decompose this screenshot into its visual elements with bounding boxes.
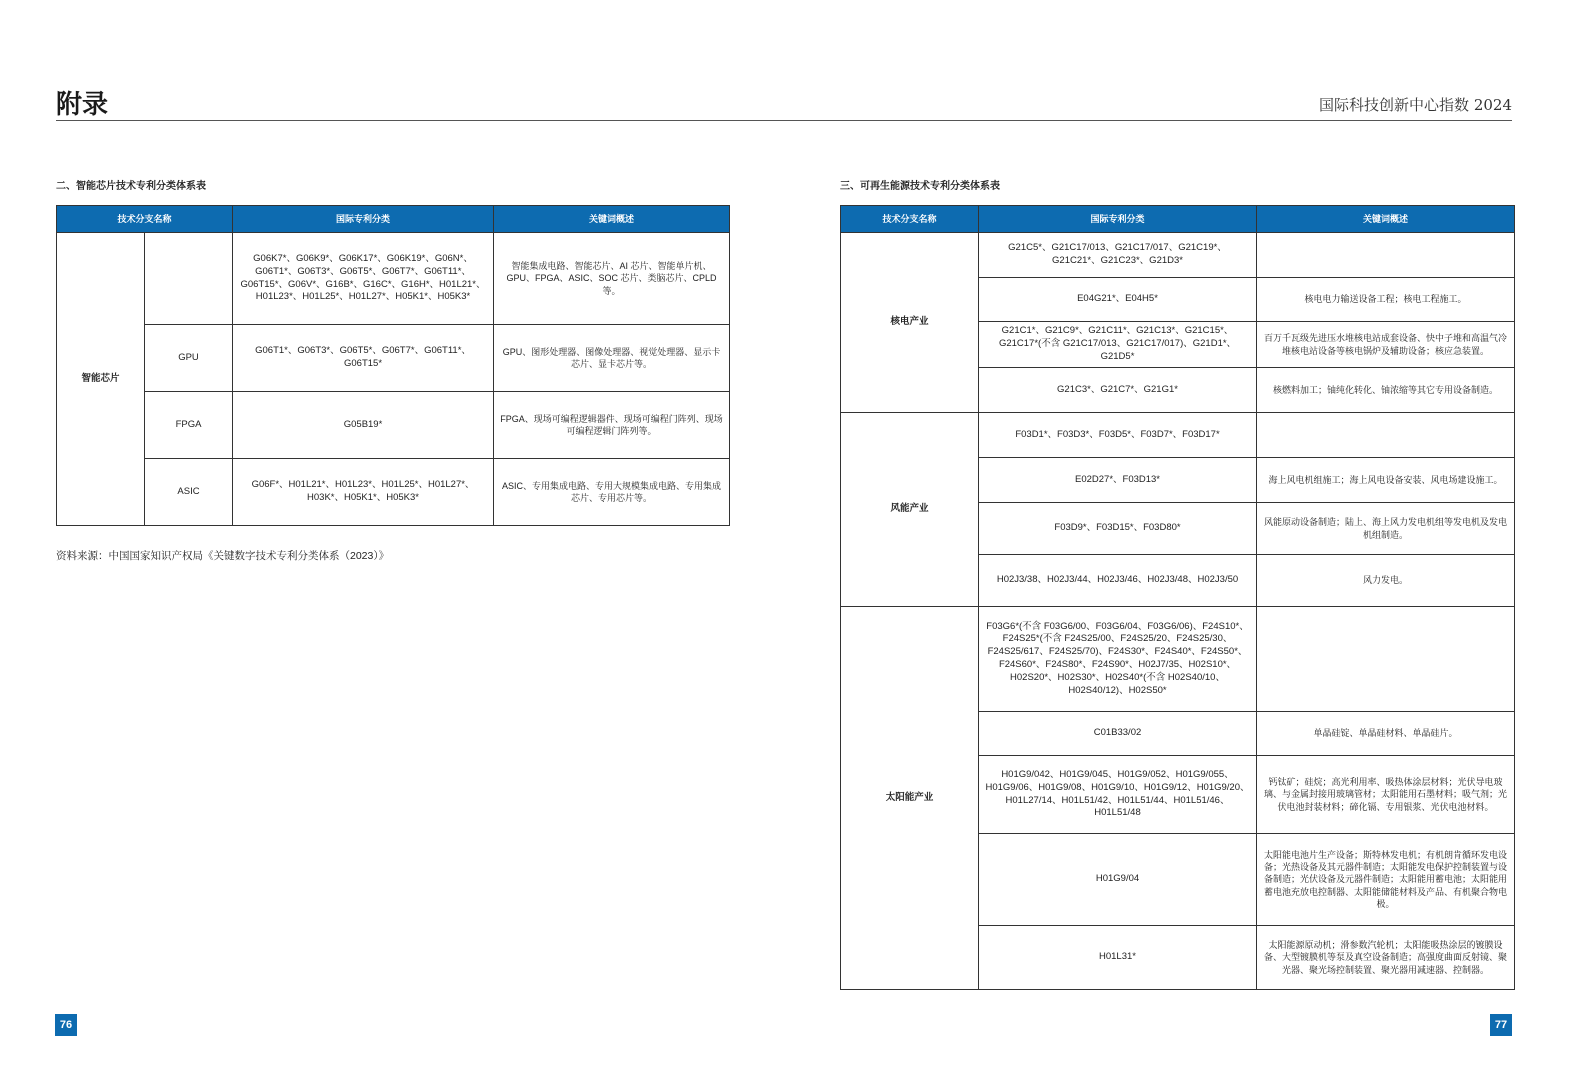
branch-cell: 核电产业	[841, 233, 979, 413]
keyword-cell: 钙钛矿；硅烷；高光利用率、吸热体涂层材料；光伏导电玻璃、与金属封接用玻璃管材；太阳能用石墨材料；吸气剂；光伏电池封装材料；碲化镉、专用银浆、光伏电池材料。	[1257, 756, 1515, 834]
branch-cell: 风能产业	[841, 413, 979, 607]
ipc-cell: H02J3/38、H02J3/44、H02J3/46、H02J3/48、H02J3/50	[979, 555, 1257, 607]
sub-branch-cell: ASIC	[145, 459, 233, 526]
header-divider	[56, 120, 1512, 121]
keyword-cell: 百万千瓦级先进压水堆核电站成套设备、快中子堆和高温气冷堆核电站设备等核电锅炉及辅助设备；核应急装置。	[1257, 322, 1515, 368]
page-title: 附录	[56, 90, 109, 120]
keyword-cell: 风力发电。	[1257, 555, 1515, 607]
keyword-cell: 太阳能源原动机；滑参数汽轮机；太阳能吸热涂层的镀膜设备、大型镀膜机等泵及真空设备制造；高强度曲面反射镜、聚光器、聚光场控制装置、聚光器用减速器、控制器。	[1257, 926, 1515, 990]
page-number-right: 77	[1490, 1014, 1512, 1036]
ipc-cell: G21C5*、G21C17/013、G21C17/017、G21C19*、G21C21*、G21C23*、G21D3*	[979, 233, 1257, 278]
table-row	[57, 233, 730, 325]
column-header-ipc: 国际专利分类	[233, 206, 494, 233]
left-section-heading: 二、智能芯片技术专利分类体系表	[56, 181, 206, 192]
ipc-cell: G21C1*、G21C9*、G21C11*、G21C13*、G21C15*、G21C17*(不含 G21C17/013、G21C17/017)、G21D1*、G21D5*	[979, 322, 1257, 368]
table-row	[57, 459, 730, 526]
column-header-keywords: 关键词概述	[494, 206, 730, 233]
ipc-cell: F03D1*、F03D3*、F03D5*、F03D7*、F03D17*	[979, 413, 1257, 458]
ipc-cell: G06F*、H01L21*、H01L23*、H01L25*、H01L27*、H03K*、H05K1*、H05K3*	[233, 459, 494, 526]
ipc-cell: G05B19*	[233, 392, 494, 459]
ipc-cell: H01L31*	[979, 926, 1257, 990]
branch-cell: 智能芯片	[57, 233, 145, 526]
keyword-cell: 太阳能电池片生产设备；斯特林发电机；有机朗肯循环发电设备；光热设备及其元器件制造；太阳能发电保护控制装置与设备制造；光伏设备及元器件制造；太阳能用蓄电池；太阳能用蓄电池充放电控制器、太阳能储能材料及产品、有机聚合物电极。	[1257, 834, 1515, 926]
right-section-heading: 三、可再生能源技术专利分类体系表	[840, 181, 1000, 192]
keyword-cell: GPU、图形处理器、图像处理器、视觉处理器、显示卡芯片、显卡芯片等。	[494, 325, 730, 392]
keyword-cell	[1257, 413, 1515, 458]
sub-branch-cell	[145, 233, 233, 325]
keyword-cell: 单晶硅锭、单晶硅材料、单晶硅片。	[1257, 712, 1515, 756]
report-title: 国际科技创新中心指数 2024	[1319, 96, 1512, 114]
ipc-cell: G21C3*、G21C7*、G21G1*	[979, 368, 1257, 413]
keyword-cell: FPGA、现场可编程逻辑器件、现场可编程门阵列、现场可编程逻辑门阵列等。	[494, 392, 730, 459]
ipc-cell: H01G9/04	[979, 834, 1257, 926]
page-number-left: 76	[55, 1014, 77, 1036]
ipc-cell: E04G21*、E04H5*	[979, 278, 1257, 322]
ai-chip-classification-table	[56, 205, 730, 526]
table-row	[841, 413, 1515, 458]
keyword-cell	[1257, 607, 1515, 712]
column-header-branch: 技术分支名称	[57, 206, 233, 233]
keyword-cell: 智能集成电路、智能芯片、AI 芯片、智能单片机、GPU、FPGA、ASIC、SOC 芯片、类脑芯片、CPLD 等。	[494, 233, 730, 325]
keyword-cell: 核燃料加工；铀纯化转化、铀浓缩等其它专用设备制造。	[1257, 368, 1515, 413]
sub-branch-cell: GPU	[145, 325, 233, 392]
keyword-cell	[1257, 233, 1515, 278]
table-row	[841, 607, 1515, 712]
table-row	[57, 392, 730, 459]
ipc-cell: C01B33/02	[979, 712, 1257, 756]
ipc-cell: F03G6*(不含 F03G6/00、F03G6/04、F03G6/06)、F24S10*、F24S25*(不含 F24S25/00、F24S25/20、F24S25/30、F24S25/617、F24S25/70)、F24S30*、F24S40*、F24S50*、F24S60*、F24S80*、F24S90*、H02J7/35、H02S10*、H02S20*、H02S30*、H02S40*(不含 H02S40/10、H02S40/12)、H02S50*	[979, 607, 1257, 712]
table-row	[57, 325, 730, 392]
ipc-cell: H01G9/042、H01G9/045、H01G9/052、H01G9/055、H01G9/06、H01G9/08、H01G9/10、H01G9/12、H01G9/20、H01L27/14、H01L51/42、H01L51/44、H01L51/46、H01L51/48	[979, 756, 1257, 834]
sub-branch-cell: FPGA	[145, 392, 233, 459]
renewable-energy-classification-table	[840, 205, 1515, 990]
source-note: 资料来源：中国国家知识产权局《关键数字技术专利分类体系（2023）》	[56, 550, 390, 562]
keyword-cell: ASIC、专用集成电路、专用大规模集成电路、专用集成芯片、专用芯片等。	[494, 459, 730, 526]
ipc-cell: G06K7*、G06K9*、G06K17*、G06K19*、G06N*、G06T1*、G06T3*、G06T5*、G06T7*、G06T11*、G06T15*、G06V*、G16B*、G16C*、G16H*、H01L21*、H01L23*、H01L25*、H01L27*、H05K1*、H05K3*	[233, 233, 494, 325]
table-header-row	[841, 206, 1515, 233]
column-header-branch: 技术分支名称	[841, 206, 979, 233]
keyword-cell: 海上风电机组施工；海上风电设备安装、风电场建设施工。	[1257, 458, 1515, 503]
ipc-cell: E02D27*、F03D13*	[979, 458, 1257, 503]
ipc-cell: G06T1*、G06T3*、G06T5*、G06T7*、G06T11*、G06T15*	[233, 325, 494, 392]
keyword-cell: 风能原动设备制造；陆上、海上风力发电机组等发电机及发电机组制造。	[1257, 503, 1515, 555]
table-row	[841, 233, 1515, 278]
ipc-cell: F03D9*、F03D15*、F03D80*	[979, 503, 1257, 555]
column-header-keywords: 关键词概述	[1257, 206, 1515, 233]
branch-cell: 太阳能产业	[841, 607, 979, 990]
table-header-row	[57, 206, 730, 233]
column-header-ipc: 国际专利分类	[979, 206, 1257, 233]
keyword-cell: 核电电力输送设备工程；核电工程施工。	[1257, 278, 1515, 322]
